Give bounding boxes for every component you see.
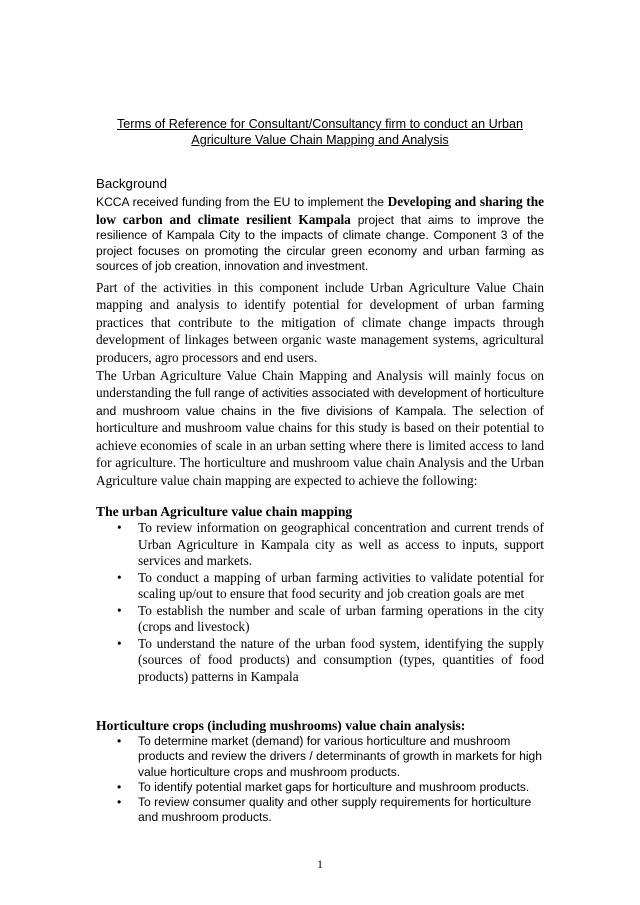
bullet-icon: • (117, 602, 122, 618)
title-line-2: Agriculture Value Chain Mapping and Analysis (191, 133, 449, 147)
horticulture-heading: Horticulture crops (including mushrooms) value chain analysis: (96, 718, 466, 733)
list-item: • To establish the number and scale of urban farming operations in the city (crops and livestock) (117, 602, 544, 634)
bullet-icon: • (117, 779, 122, 794)
list-item: • To identify potential market gaps for horticulture and mushroom products. (117, 779, 530, 794)
mapping-heading: The urban Agriculture value chain mapping (96, 504, 353, 519)
background-paragraph-2: Part of the activities in this component include Urban Agriculture Value Chain mapping and analysis to identify potential for development of urban farming practices that contribute to the mitigation of climate change impacts through development of linkages between organic waste management systems, agricultural producers, agro processors and end users. (96, 280, 544, 365)
background-paragraph-1: KCCA received funding from the EU to implement the Developing and sharing the low carbon and climate resilient Kampala project that aims to improve the resilience of Kampala City to the impacts of climate change. Component 3 of the project focuses on promoting the circular green economy and urban farming as sources of job creation, innovation and investment. (96, 194, 545, 273)
mapping-list (96, 520, 544, 685)
bullet-icon: • (117, 520, 122, 535)
bullet-icon: • (117, 734, 122, 748)
list-item: • To review information on geographical concentration and current trends of Urban Agriculture in Kampala city as well as access to inputs, support services and markets. (117, 520, 544, 568)
page-number: 1 (317, 857, 323, 871)
list-item: • To determine market (demand) for various horticulture and mushroom products and review the drivers / determinants of growth in markets for high value horticulture crops and mushroom products. (117, 734, 542, 779)
horticulture-list (96, 734, 544, 826)
bullet-icon: • (117, 795, 122, 810)
list-item: • To understand the nature of the urban food system, identifying the supply (sources of food products) and consumption (types, quantities of food products) patterns in Kampala (117, 635, 544, 684)
list-item: • To conduct a mapping of urban farming activities to validate potential for scaling up/out to ensure that food security and job creation goals are met (117, 569, 544, 601)
background-heading: Background (96, 176, 167, 191)
project-name: Developing and sharing the low carbon and climate resilient Kampala (96, 194, 545, 227)
bullet-icon: • (117, 569, 122, 585)
document-title (96, 116, 544, 148)
title-line-1: Terms of Reference for Consultant/Consultancy firm to conduct an Urban (117, 117, 523, 131)
list-item: • To review consumer quality and other supply requirements for horticulture and mushroom products. (117, 795, 532, 825)
bullet-icon: • (117, 635, 122, 651)
background-paragraph-3: The Urban Agriculture Value Chain Mapping and Analysis will mainly focus on understanding the full range of activities associated with development of horticulture and mushroom value chains in the five divisions of Kampala. The selection of horticulture and mushroom value chains for this study is based on their potential to achieve economies of scale in an urban setting where there is limited access to land for agriculture. The horticulture and mushroom value chain Analysis and the Urban Agriculture value chain mapping are expected to achieve the following: (96, 368, 544, 488)
